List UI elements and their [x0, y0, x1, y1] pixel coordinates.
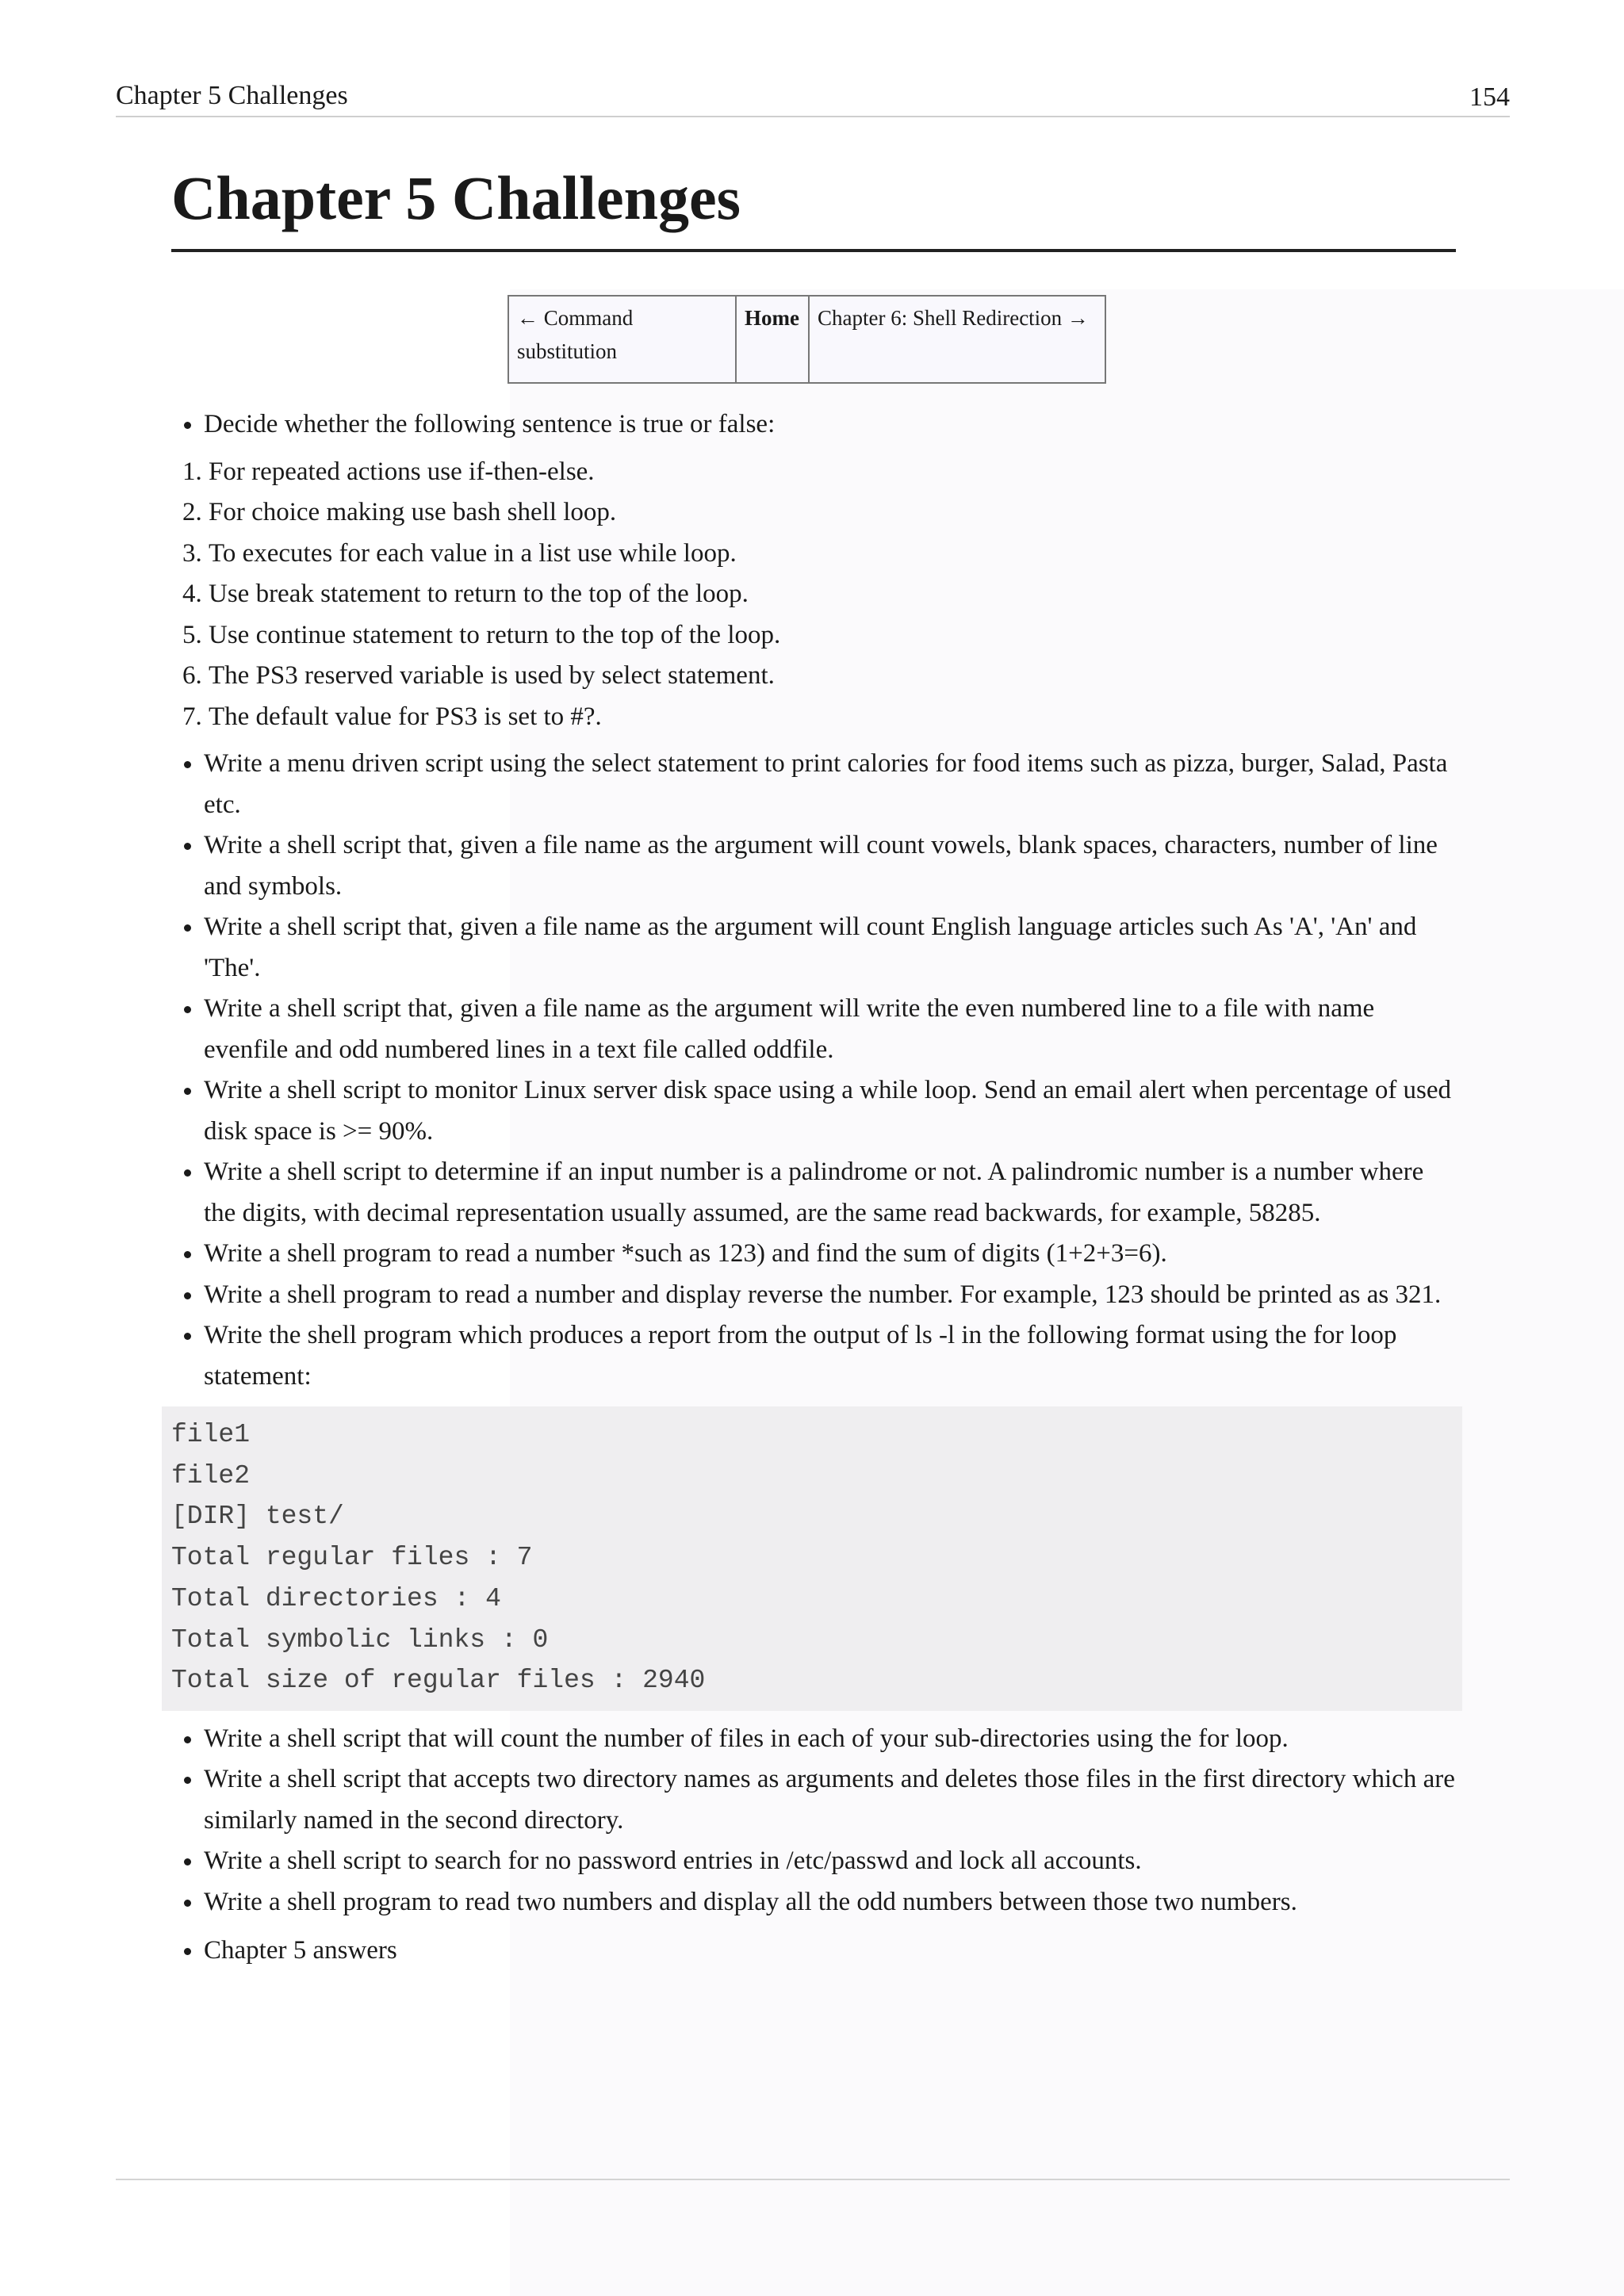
true-false-item: 7. The default value for PS3 is set to #?. — [209, 697, 1456, 738]
task-list-2 — [171, 1719, 1456, 1923]
chapter-navigation — [508, 295, 1106, 384]
code-line: file1 — [171, 1420, 251, 1449]
task-item: • Write a shell script that will count the number of files in each of your sub-directories using the for loop. — [204, 1719, 1456, 1760]
running-header — [116, 76, 1510, 117]
true-false-item: 4. Use break statement to return to the top of the loop. — [209, 574, 1456, 615]
code-line: [DIR] test/ — [171, 1502, 344, 1532]
true-false-item: 1. For repeated actions use if-then-else. — [209, 452, 1456, 493]
page-number: 154 — [1469, 82, 1510, 112]
next-link[interactable]: Chapter 6: Shell Redirection → — [809, 296, 1105, 383]
task-list — [171, 744, 1456, 1397]
task-item: • Write a shell script that, given a file name as the argument will write the even numbered line to a file with name evenfile and odd numbered lines in a text file called oddfile. — [204, 989, 1456, 1070]
intro-item: • Decide whether the following sentence is true or false: — [204, 404, 1456, 446]
task-item: • Write a menu driven script using the select statement to print calories for food items such as pizza, burger, Salad, Pasta etc. — [204, 744, 1456, 825]
true-false-list — [171, 452, 1456, 738]
task-item: • Write a shell script to determine if an input number is a palindrome or not. A palindromic number is a number where the digits, with decimal representation usually assumed, are the same read backwards, for example, 58285. — [204, 1152, 1456, 1234]
code-line: Total size of regular files : 2940 — [171, 1666, 706, 1696]
task-item: • Write a shell script that, given a file name as the argument will count English language articles such As 'A', 'An' and 'The'. — [204, 907, 1456, 989]
page-content — [171, 159, 1456, 1972]
code-block — [162, 1406, 1462, 1711]
true-false-item: 2. For choice making use bash shell loop. — [209, 492, 1456, 534]
intro-list — [171, 404, 1456, 446]
answers-list — [171, 1931, 1456, 1972]
code-line: file2 — [171, 1460, 251, 1490]
true-false-item: 6. The PS3 reserved variable is used by select statement. — [209, 656, 1456, 697]
page-title: Chapter 5 Challenges — [171, 159, 1456, 252]
task-item: • Write a shell program to read a number *such as 123) and find the sum of digits (1+2+3=6). — [204, 1234, 1456, 1275]
answers-link[interactable]: • Chapter 5 answers — [204, 1931, 1456, 1972]
home-link[interactable]: Home — [736, 296, 809, 383]
true-false-item: 5. Use continue statement to return to the top of the loop. — [209, 615, 1456, 656]
code-line: Total symbolic links : 0 — [171, 1624, 549, 1655]
running-title: Chapter 5 Challenges — [116, 81, 348, 110]
task-item: • Write a shell program to read a number and display reverse the number. For example, 123 should be printed as as 321. — [204, 1275, 1456, 1316]
code-line: Total directories : 4 — [171, 1583, 501, 1613]
task-item: • Write a shell program to read two numbers and display all the odd numbers between those two numbers. — [204, 1882, 1456, 1923]
code-line: Total regular files : 7 — [171, 1543, 533, 1573]
running-footer — [116, 2179, 1510, 2180]
task-item: • Write a shell script to search for no password entries in /etc/passwd and lock all accounts. — [204, 1841, 1456, 1882]
task-item: • Write a shell script that accepts two directory names as arguments and deletes those files in the first directory which are similarly named in the second directory. — [204, 1759, 1456, 1841]
task-item: • Write a shell script that, given a file name as the argument will count vowels, blank spaces, characters, number of line and symbols. — [204, 825, 1456, 907]
true-false-item: 3. To executes for each value in a list use while loop. — [209, 534, 1456, 575]
prev-link[interactable]: ← Command substitution — [508, 296, 736, 383]
task-item: • Write the shell program which produces a report from the output of ls -l in the following format using the for loop statement: — [204, 1315, 1456, 1397]
task-item: • Write a shell script to monitor Linux server disk space using a while loop. Send an email alert when percentage of used disk space is >= 90%. — [204, 1070, 1456, 1152]
